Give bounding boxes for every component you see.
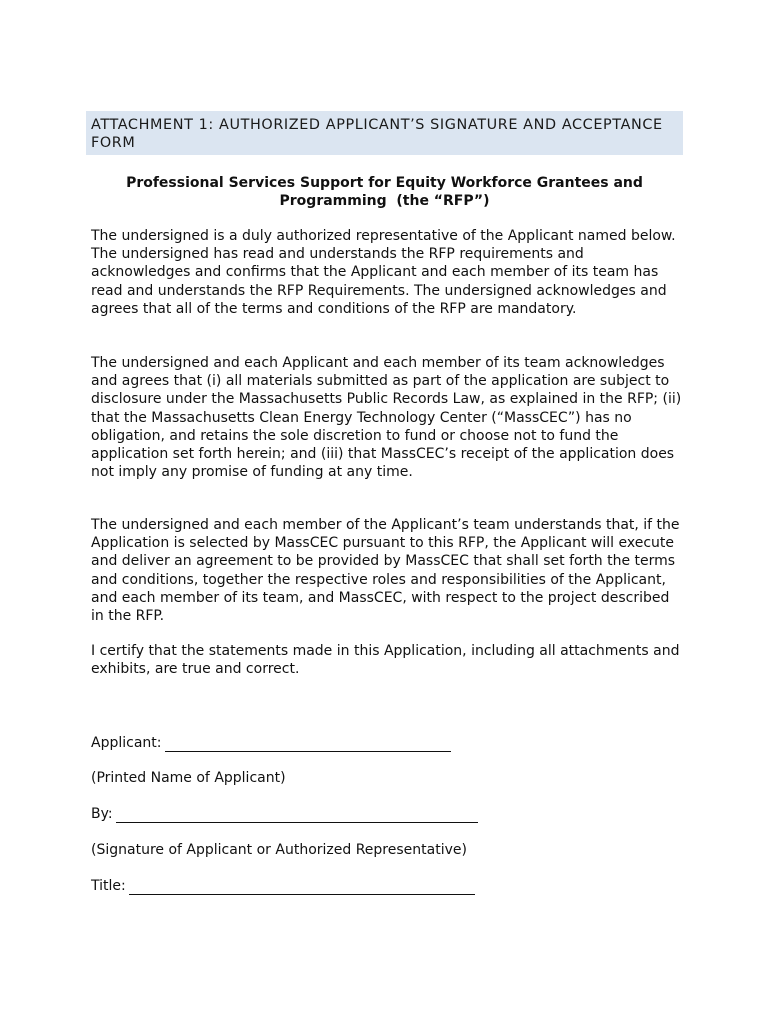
title-field[interactable] (129, 880, 475, 895)
title-label: Title: (91, 878, 126, 894)
paragraph-authorization: The undersigned is a duly authorized representative of the Applicant named below. The undersigned has read and understands the RFP requirements and acknowledges and confirms that the Applicant and each member of its team has read and understands the RFP Requirements. The undersigned acknowledges and agrees that all of the terms and conditions of the RFP are mandatory. (91, 228, 676, 317)
printed-name-note: (Printed Name of Applicant) (91, 770, 286, 786)
signature-field[interactable] (116, 808, 478, 823)
applicant-label: Applicant: (91, 735, 162, 751)
by-row (91, 805, 478, 823)
applicant-row (91, 734, 451, 752)
paragraph-disclosure: The undersigned and each Applicant and each member of its team acknowledges and agrees that (i) all materials submitted as part of the application are subject to disclosure under the Massachusetts Public Records Law, as explained in the RFP; (ii) that the Massachusetts Clean Energy Technology Center (“MassCEC”) has no obligation, and retains the sole discretion to fund or choose not to fund the application set forth herein; and (iii) that MassCEC’s receipt of the application does not imply any promise of funding at any time. (91, 355, 682, 481)
paragraph-agreement: The undersigned and each member of the Applicant’s team understands that, if the Application is selected by MassCEC pursuant to this RFP, the Applicant will execute and deliver an agreement to be provided by MassCEC that shall set forth the terms and conditions, together the respective roles and responsibilities of the Applicant, and each member of its team, and MassCEC, with respect to the project described in the RFP. (91, 517, 680, 625)
signature-note: (Signature of Applicant or Authorized Representative) (91, 842, 467, 858)
rfp-subtitle (91, 174, 678, 210)
paragraph-certification: I certify that the statements made in this Application, including all attachments and exhibits, are true and correct. (91, 643, 680, 678)
by-label: By: (91, 806, 113, 822)
attachment-title: ATTACHMENT 1: AUTHORIZED APPLICANT’S SIGNATURE AND ACCEPTANCE FORM (91, 117, 663, 151)
rfp-subtitle-line-2: Programming (the “RFP”) (279, 193, 490, 209)
rfp-subtitle-line-1: Professional Services Support for Equity Workforce Grantees and (126, 175, 643, 191)
applicant-name-field[interactable] (165, 737, 451, 752)
title-row (91, 877, 475, 895)
